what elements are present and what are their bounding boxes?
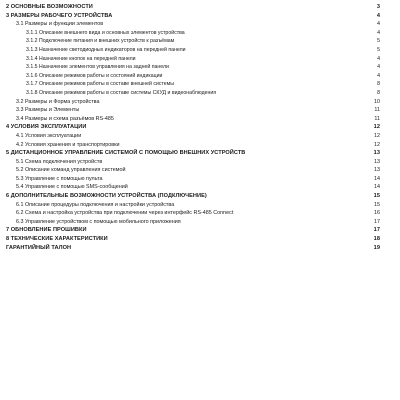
toc-entry-label: 5.3 Управление с помощью пульта	[16, 175, 103, 182]
toc-entry[interactable]	[6, 141, 380, 150]
toc-entry[interactable]	[6, 46, 380, 55]
toc-entry-page-number: 15	[374, 201, 380, 208]
toc-entry-page-number: 12	[374, 132, 380, 139]
toc-entry-page-number: 8	[377, 89, 380, 96]
toc-entry-label: 3.1.6 Описание режимов работы и состояний индикации	[26, 72, 163, 79]
toc-entry-page-number: 17	[373, 227, 380, 234]
toc-entry-page-number: 15	[373, 193, 380, 200]
toc-entry-page-number: 10	[374, 98, 380, 105]
toc-entry-label: 3.3 Размеры и Элементы	[16, 107, 80, 114]
toc-entry[interactable]	[6, 29, 380, 38]
toc-entry-page-number: 14	[374, 184, 380, 191]
toc-entry[interactable]	[6, 192, 380, 201]
toc-entry-label: 3.4 Размеры и схема разъёмов RS-485	[16, 115, 114, 122]
toc-entry-page-number: 13	[374, 158, 380, 165]
toc-entry[interactable]	[6, 63, 380, 72]
toc-entry[interactable]	[6, 106, 380, 115]
toc-entry-page-number: 5	[377, 38, 380, 45]
toc-entry[interactable]	[6, 123, 380, 132]
toc-entry[interactable]	[6, 72, 380, 81]
toc-entry-page-number: 11	[374, 107, 380, 114]
toc-entry[interactable]	[6, 158, 380, 167]
toc-entry[interactable]	[6, 3, 380, 12]
toc-entry[interactable]	[6, 12, 380, 21]
toc-entry-page-number: 4	[377, 21, 380, 28]
toc-entry[interactable]	[6, 235, 380, 244]
toc-entry[interactable]	[6, 132, 380, 141]
toc-entry-page-number: 5	[377, 46, 380, 53]
toc-entry[interactable]	[6, 98, 380, 107]
toc-entry[interactable]	[6, 80, 380, 89]
toc-entry-label: 3.1.5 Назначение элементов управления на задней панели	[26, 64, 169, 71]
toc-entry-label: 3.1.7 Описание режимов работы в составе внешней системы	[26, 81, 174, 88]
toc-entry-page-number: 4	[377, 72, 380, 79]
toc-entry-page-number: 14	[374, 175, 380, 182]
toc-entry[interactable]	[6, 175, 380, 184]
toc-entry-label: 3.1.8 Описание режимов работы в составе системы СКУД и видеонаблюдения	[26, 89, 217, 96]
toc-entry-label: 4.2 Условия хранения и транспортировки	[16, 141, 120, 148]
toc-entry[interactable]	[6, 183, 380, 192]
toc-entry-page-number: 18	[373, 236, 380, 243]
table-of-contents	[6, 3, 380, 252]
toc-entry[interactable]	[6, 20, 380, 29]
toc-entry[interactable]	[6, 89, 380, 98]
toc-entry-label: 7 ОБНОВЛЕНИЕ ПРОШИВКИ	[6, 227, 87, 234]
toc-entry[interactable]	[6, 166, 380, 175]
toc-entry-label: 3.2 Размеры и Форма устройства	[16, 98, 100, 105]
toc-entry-label: 5.2 Описание команд управления системой	[16, 167, 126, 174]
toc-entry-label: 3.1.3 Назначение светодиодных индикаторов на передней панели	[26, 46, 186, 53]
toc-entry[interactable]	[6, 218, 380, 227]
toc-entry-label: 6.2 Схема и настройка устройства при подключении через интерфейс RS-485 Connect	[16, 210, 234, 217]
toc-entry[interactable]	[6, 209, 380, 218]
toc-entry-page-number: 4	[376, 12, 380, 19]
toc-entry-page-number: 4	[377, 55, 380, 62]
toc-entry-label: 4.1 Условия эксплуатации	[16, 132, 82, 139]
toc-entry-label: ГАРАНТИЙНЫЙ ТАЛОН	[6, 244, 72, 251]
toc-entry-page-number: 8	[377, 81, 380, 88]
toc-entry[interactable]	[6, 37, 380, 46]
toc-entry-page-number: 13	[373, 150, 380, 157]
toc-entry-label: 4 УСЛОВИЯ ЭКСПЛУАТАЦИИ	[6, 124, 87, 131]
toc-entry-label: 2 ОСНОВНЫЕ ВОЗМОЖНОСТИ	[6, 4, 93, 10]
toc-entry-label: 3.1.2 Подключение питания и внешних устройств к разъёмам	[26, 38, 175, 45]
toc-entry-page-number: 4	[377, 64, 380, 71]
toc-entry-label: 6.1 Описание процедуры подключения и настройки устройства	[16, 201, 175, 208]
toc-entry-label: 5.4 Управление с помощью SMS-сообщений	[16, 184, 128, 191]
toc-entry[interactable]	[6, 115, 380, 124]
toc-entry-page-number: 13	[374, 167, 380, 174]
toc-entry-label: 6 ДОПОЛНИТЕЛЬНЫЕ ВОЗМОЖНОСТИ УСТРОЙСТВА (ПОДКЛЮЧЕНИЕ)	[6, 193, 207, 200]
toc-entry-label: 3.1 Размеры и функции элементов	[16, 21, 104, 28]
toc-entry-page-number: 19	[373, 244, 380, 251]
toc-entry-page-number: 4	[377, 29, 380, 36]
toc-entry[interactable]	[6, 55, 380, 64]
toc-entry[interactable]	[6, 149, 380, 158]
toc-entry[interactable]	[6, 226, 380, 235]
toc-entry-label: 5.1 Схема подключения устройств	[16, 158, 103, 165]
toc-entry-label: 8 ТЕХНИЧЕСКИЕ ХАРАКТЕРИСТИКИ	[6, 236, 108, 243]
toc-entry-page-number: 3	[376, 4, 380, 10]
toc-entry-label: 6.3 Управление устройством с помощью мобильного приложения	[16, 218, 181, 225]
toc-entry-page-number: 17	[374, 218, 380, 225]
toc-entry[interactable]	[6, 244, 380, 253]
toc-entry-label: 3.1.1 Описание внешнего вида и основных элементов устройства	[26, 29, 185, 36]
toc-entry-label: 5 ДИСТАНЦИОННОЕ УПРАВЛЕНИЕ СИСТЕМОЙ С ПОМОЩЬЮ ВНЕШНИХ УСТРОЙСТВ	[6, 150, 246, 157]
toc-entry-page-number: 12	[373, 124, 380, 131]
toc-entry-label: 3.1.4 Назначение кнопок на передней панели	[26, 55, 136, 62]
toc-entry[interactable]	[6, 201, 380, 210]
toc-entry-label: 3 РАЗМЕРЫ РАБОЧЕГО УСТРОЙСТВА	[6, 12, 113, 19]
toc-entry-page-number: 11	[374, 115, 380, 122]
toc-entry-page-number: 16	[374, 210, 380, 217]
toc-entry-page-number: 12	[374, 141, 380, 148]
